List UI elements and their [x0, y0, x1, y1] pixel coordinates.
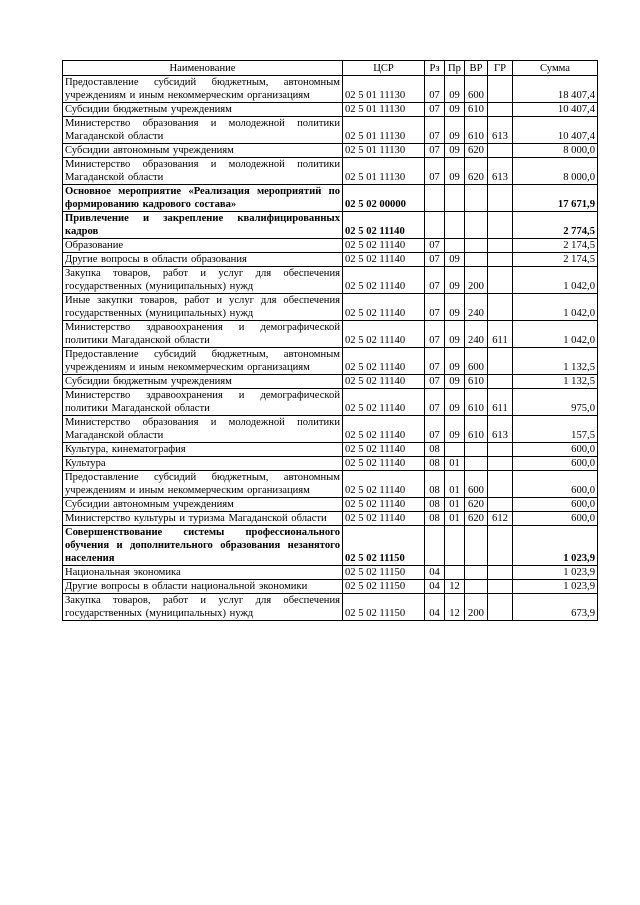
row-vr: 610 — [465, 375, 488, 389]
row-vr — [465, 239, 488, 253]
row-name: Иные закупки товаров, работ и услуг для обеспечения государственных (муниципальных) нужд — [63, 294, 343, 321]
table-row — [63, 443, 598, 457]
row-name: Закупка товаров, работ и услуг для обеспечения государственных (муниципальных) нужд — [63, 267, 343, 294]
row-sum: 600,0 — [513, 471, 598, 498]
table-row — [63, 239, 598, 253]
row-vr: 240 — [465, 294, 488, 321]
table-row — [63, 594, 598, 621]
row-rz: 08 — [425, 457, 445, 471]
row-pr: 09 — [445, 158, 465, 185]
row-vr: 610 — [465, 416, 488, 443]
row-pr: 12 — [445, 580, 465, 594]
row-name: Закупка товаров, работ и услуг для обеспечения государственных (муниципальных) нужд — [63, 594, 343, 621]
table-row — [63, 566, 598, 580]
table-row — [63, 321, 598, 348]
row-rz: 08 — [425, 471, 445, 498]
row-pr: 01 — [445, 512, 465, 526]
row-gr — [488, 185, 513, 212]
row-csr: 02 5 02 00000 — [343, 185, 425, 212]
row-csr: 02 5 02 11140 — [343, 498, 425, 512]
row-vr: 600 — [465, 348, 488, 375]
table-body — [63, 76, 598, 621]
table-row — [63, 267, 598, 294]
row-sum: 17 671,9 — [513, 185, 598, 212]
row-csr: 02 5 01 11130 — [343, 117, 425, 144]
row-vr — [465, 566, 488, 580]
row-csr: 02 5 02 11150 — [343, 566, 425, 580]
table-row — [63, 212, 598, 239]
row-gr: 613 — [488, 158, 513, 185]
row-vr: 200 — [465, 267, 488, 294]
row-vr — [465, 443, 488, 457]
row-name: Министерство образования и молодежной политики Магаданской области — [63, 158, 343, 185]
row-csr: 02 5 02 11140 — [343, 471, 425, 498]
row-pr — [445, 566, 465, 580]
row-rz: 07 — [425, 117, 445, 144]
table-row — [63, 375, 598, 389]
row-vr: 600 — [465, 76, 488, 103]
row-name: Другие вопросы в области образования — [63, 253, 343, 267]
row-vr — [465, 253, 488, 267]
header-pr: Пр — [445, 61, 465, 76]
row-vr — [465, 580, 488, 594]
row-vr: 610 — [465, 389, 488, 416]
row-csr: 02 5 02 11140 — [343, 253, 425, 267]
row-rz: 07 — [425, 375, 445, 389]
row-rz — [425, 185, 445, 212]
row-csr: 02 5 02 11140 — [343, 239, 425, 253]
row-gr — [488, 267, 513, 294]
row-gr — [488, 103, 513, 117]
row-name: Министерство культуры и туризма Магаданской области — [63, 512, 343, 526]
row-name: Культура, кинематография — [63, 443, 343, 457]
row-gr — [488, 457, 513, 471]
row-rz: 07 — [425, 239, 445, 253]
row-vr: 610 — [465, 103, 488, 117]
row-pr: 09 — [445, 267, 465, 294]
row-gr — [488, 253, 513, 267]
row-csr: 02 5 02 11140 — [343, 294, 425, 321]
row-csr: 02 5 02 11150 — [343, 526, 425, 566]
row-name: Субсидии автономным учреждениям — [63, 144, 343, 158]
header-name: Наименование — [63, 61, 343, 76]
row-gr — [488, 76, 513, 103]
row-sum: 1 023,9 — [513, 566, 598, 580]
row-sum: 18 407,4 — [513, 76, 598, 103]
row-pr — [445, 185, 465, 212]
row-rz: 07 — [425, 103, 445, 117]
row-rz: 07 — [425, 389, 445, 416]
row-sum: 1 132,5 — [513, 348, 598, 375]
row-rz: 08 — [425, 498, 445, 512]
row-sum: 10 407,4 — [513, 103, 598, 117]
row-name: Культура — [63, 457, 343, 471]
row-name: Субсидии бюджетным учреждениям — [63, 375, 343, 389]
row-pr: 09 — [445, 253, 465, 267]
row-gr: 613 — [488, 416, 513, 443]
row-name: Министерство образования и молодежной политики Магаданской области — [63, 117, 343, 144]
row-rz: 04 — [425, 594, 445, 621]
row-sum: 1 023,9 — [513, 580, 598, 594]
row-csr: 02 5 02 11150 — [343, 594, 425, 621]
row-pr: 09 — [445, 389, 465, 416]
row-vr: 620 — [465, 498, 488, 512]
row-rz: 04 — [425, 566, 445, 580]
row-sum: 975,0 — [513, 389, 598, 416]
row-pr: 01 — [445, 471, 465, 498]
row-rz: 07 — [425, 144, 445, 158]
header-sum: Сумма — [513, 61, 598, 76]
row-sum: 600,0 — [513, 443, 598, 457]
budget-table — [62, 60, 598, 621]
row-name: Образование — [63, 239, 343, 253]
table-row — [63, 526, 598, 566]
row-name: Национальная экономика — [63, 566, 343, 580]
row-csr: 02 5 01 11130 — [343, 158, 425, 185]
table-row — [63, 416, 598, 443]
row-name: Министерство здравоохранения и демографической политики Магаданской области — [63, 389, 343, 416]
row-gr — [488, 580, 513, 594]
header-csr: ЦСР — [343, 61, 425, 76]
row-csr: 02 5 02 11140 — [343, 416, 425, 443]
row-pr: 09 — [445, 375, 465, 389]
row-csr: 02 5 02 11140 — [343, 212, 425, 239]
table-row — [63, 253, 598, 267]
row-sum: 8 000,0 — [513, 144, 598, 158]
row-name: Субсидии бюджетным учреждениям — [63, 103, 343, 117]
row-sum: 2 174,5 — [513, 239, 598, 253]
row-vr — [465, 526, 488, 566]
table-row — [63, 117, 598, 144]
row-rz: 08 — [425, 443, 445, 457]
row-sum: 157,5 — [513, 416, 598, 443]
row-name: Министерство здравоохранения и демографической политики Магаданской области — [63, 321, 343, 348]
row-csr: 02 5 02 11140 — [343, 457, 425, 471]
row-gr — [488, 594, 513, 621]
row-vr: 600 — [465, 471, 488, 498]
table-row — [63, 76, 598, 103]
row-pr: 09 — [445, 416, 465, 443]
row-pr — [445, 443, 465, 457]
table-row — [63, 294, 598, 321]
row-vr: 200 — [465, 594, 488, 621]
header-gr: ГР — [488, 61, 513, 76]
row-sum: 10 407,4 — [513, 117, 598, 144]
row-csr: 02 5 02 11140 — [343, 443, 425, 457]
row-name: Другие вопросы в области национальной экономики — [63, 580, 343, 594]
row-vr — [465, 185, 488, 212]
row-gr: 613 — [488, 117, 513, 144]
row-rz: 04 — [425, 580, 445, 594]
row-gr — [488, 212, 513, 239]
row-name: Основное мероприятие «Реализация мероприятий по формированию кадрового состава» — [63, 185, 343, 212]
row-csr: 02 5 02 11140 — [343, 321, 425, 348]
row-rz: 07 — [425, 416, 445, 443]
row-gr — [488, 566, 513, 580]
table-row — [63, 144, 598, 158]
row-rz: 07 — [425, 76, 445, 103]
row-gr: 612 — [488, 512, 513, 526]
row-sum: 1 042,0 — [513, 267, 598, 294]
row-pr: 09 — [445, 144, 465, 158]
row-csr: 02 5 01 11130 — [343, 76, 425, 103]
row-vr: 620 — [465, 512, 488, 526]
row-rz: 07 — [425, 321, 445, 348]
row-sum: 2 774,5 — [513, 212, 598, 239]
row-csr: 02 5 02 11140 — [343, 389, 425, 416]
row-vr — [465, 457, 488, 471]
row-vr: 240 — [465, 321, 488, 348]
table-row — [63, 158, 598, 185]
row-rz — [425, 212, 445, 239]
row-gr — [488, 375, 513, 389]
table-row — [63, 471, 598, 498]
row-pr: 01 — [445, 498, 465, 512]
row-csr: 02 5 02 11140 — [343, 267, 425, 294]
row-rz: 07 — [425, 348, 445, 375]
row-csr: 02 5 02 11140 — [343, 512, 425, 526]
table-row — [63, 457, 598, 471]
row-csr: 02 5 01 11130 — [343, 103, 425, 117]
row-sum: 1 042,0 — [513, 294, 598, 321]
row-sum: 2 174,5 — [513, 253, 598, 267]
table-header — [63, 61, 598, 76]
row-gr — [488, 239, 513, 253]
row-csr: 02 5 01 11130 — [343, 144, 425, 158]
row-pr — [445, 239, 465, 253]
row-pr: 09 — [445, 321, 465, 348]
row-sum: 600,0 — [513, 498, 598, 512]
row-name: Предоставление субсидий бюджетным, автономным учреждениям и иным некоммерческим организациям — [63, 76, 343, 103]
row-sum: 1 023,9 — [513, 526, 598, 566]
row-gr — [488, 348, 513, 375]
row-pr: 09 — [445, 294, 465, 321]
row-sum: 673,9 — [513, 594, 598, 621]
row-csr: 02 5 02 11140 — [343, 375, 425, 389]
row-vr: 620 — [465, 158, 488, 185]
row-gr: 611 — [488, 321, 513, 348]
row-sum: 600,0 — [513, 512, 598, 526]
row-gr — [488, 498, 513, 512]
row-gr — [488, 144, 513, 158]
row-vr: 620 — [465, 144, 488, 158]
table-row — [63, 348, 598, 375]
row-vr — [465, 212, 488, 239]
row-sum: 1 042,0 — [513, 321, 598, 348]
row-sum: 8 000,0 — [513, 158, 598, 185]
header-vr: ВР — [465, 61, 488, 76]
row-csr: 02 5 02 11140 — [343, 348, 425, 375]
row-pr: 09 — [445, 348, 465, 375]
row-pr: 09 — [445, 117, 465, 144]
row-sum: 600,0 — [513, 457, 598, 471]
row-gr — [488, 526, 513, 566]
table-row — [63, 498, 598, 512]
row-rz: 07 — [425, 158, 445, 185]
row-pr: 01 — [445, 457, 465, 471]
row-rz: 07 — [425, 267, 445, 294]
row-csr: 02 5 02 11150 — [343, 580, 425, 594]
row-name: Предоставление субсидий бюджетным, автономным учреждениям и иным некоммерческим организациям — [63, 348, 343, 375]
row-pr — [445, 526, 465, 566]
row-vr: 610 — [465, 117, 488, 144]
table-row — [63, 580, 598, 594]
row-rz: 08 — [425, 512, 445, 526]
row-gr — [488, 294, 513, 321]
row-rz: 07 — [425, 253, 445, 267]
row-pr: 09 — [445, 103, 465, 117]
row-gr — [488, 471, 513, 498]
table-row — [63, 512, 598, 526]
row-name: Совершенствование системы профессионального обучения и дополнительного образования незанятого населения — [63, 526, 343, 566]
row-rz: 07 — [425, 294, 445, 321]
row-rz — [425, 526, 445, 566]
row-name: Министерство образования и молодежной политики Магаданской области — [63, 416, 343, 443]
row-pr: 12 — [445, 594, 465, 621]
header-row — [63, 61, 598, 76]
row-name: Привлечение и закрепление квалифицированных кадров — [63, 212, 343, 239]
table-row — [63, 389, 598, 416]
row-pr — [445, 212, 465, 239]
header-rz: Рз — [425, 61, 445, 76]
row-gr — [488, 443, 513, 457]
row-gr: 611 — [488, 389, 513, 416]
row-sum: 1 132,5 — [513, 375, 598, 389]
table-row — [63, 103, 598, 117]
table-row — [63, 185, 598, 212]
row-pr: 09 — [445, 76, 465, 103]
row-name: Предоставление субсидий бюджетным, автономным учреждениям и иным некоммерческим организациям — [63, 471, 343, 498]
row-name: Субсидии автономным учреждениям — [63, 498, 343, 512]
